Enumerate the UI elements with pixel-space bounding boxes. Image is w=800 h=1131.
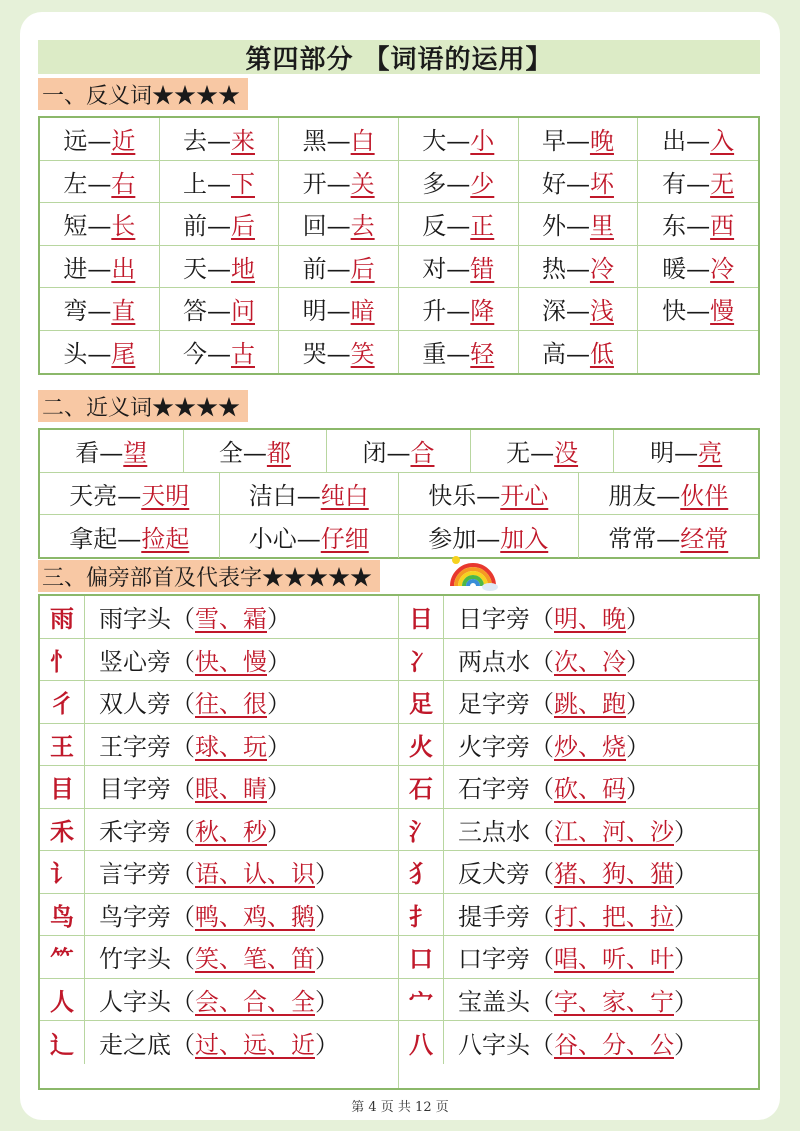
word-pair-cell: [160, 331, 280, 374]
radical-name: 竖心旁: [99, 647, 171, 676]
radical-row: [40, 724, 398, 767]
word-pair-cell: [399, 288, 519, 330]
word: 早—: [541, 127, 590, 156]
word: 黑—: [302, 127, 351, 156]
word-pair-cell: [399, 246, 519, 288]
word-pair-cell: [638, 288, 758, 330]
word: 今—: [182, 340, 231, 369]
word: 明—: [302, 297, 351, 326]
word-pair-cell: [40, 515, 220, 558]
radical-row: [399, 851, 758, 894]
radical-row: [399, 936, 758, 979]
word: 天—: [182, 254, 231, 283]
section-synonyms-heading: 二、近义词★★★★: [38, 390, 248, 422]
word-pair-cell: [40, 203, 160, 245]
radical-examples: （字、家、宁）: [530, 987, 698, 1016]
word-pair-cell: [399, 203, 519, 245]
radical-row: [40, 809, 398, 852]
radical-name: 提手旁: [458, 902, 530, 931]
radical-symbol: 扌: [399, 894, 444, 936]
example-characters: 字、家、宁: [554, 987, 674, 1016]
radical-symbol: 雨: [40, 596, 85, 638]
word-pair-cell: [40, 288, 160, 330]
word: 小心—: [248, 524, 321, 553]
word-pair-cell: [40, 246, 160, 288]
radical-name: 竹字头: [99, 945, 171, 974]
radical-symbol: 日: [399, 596, 444, 638]
answer-word: 西: [710, 212, 735, 241]
example-characters: 次、冷: [554, 647, 626, 676]
word-pair-cell: [220, 473, 400, 515]
answer-word: 小: [470, 127, 495, 156]
word-pair-cell: [160, 118, 280, 160]
answer-word: 右: [111, 169, 136, 198]
radical-name: 王字旁: [99, 732, 171, 761]
example-characters: 雪、霜: [195, 605, 267, 634]
answer-word: 少: [470, 169, 495, 198]
radical-name: 禾字旁: [99, 817, 171, 846]
radical-row: [399, 809, 758, 852]
word: 前—: [182, 212, 231, 241]
answer-word: 亮: [698, 439, 723, 468]
word-pair-cell: [279, 246, 399, 288]
word: 远—: [63, 127, 112, 156]
word-pair-cell: [40, 473, 220, 515]
word-pair-cell: [638, 118, 758, 160]
word-pair-cell: [40, 430, 184, 472]
answer-word: 开心: [500, 481, 549, 510]
radical-examples: （明、晚）: [530, 605, 650, 634]
rainbow-icon: [446, 552, 500, 592]
word-pair-cell: [40, 118, 160, 160]
page-title: 第四部分 【词语的运用】: [38, 40, 760, 74]
example-characters: 谷、分、公: [554, 1030, 674, 1059]
radical-row: [40, 766, 398, 809]
word: 看—: [75, 439, 124, 468]
radical-symbol: ⺮: [40, 936, 85, 978]
radical-examples: （球、玩）: [171, 732, 291, 761]
answer-word: 合: [410, 439, 435, 468]
example-characters: 炒、烧: [554, 732, 626, 761]
word: 无—: [506, 439, 555, 468]
word-pair-cell: [519, 331, 639, 374]
radical-name: 言字旁: [99, 860, 171, 889]
word: 左—: [63, 169, 112, 198]
word-pair-cell: [279, 161, 399, 203]
word: 头—: [63, 340, 112, 369]
radical-examples: （语、认、识）: [171, 860, 339, 889]
word: 重—: [422, 340, 471, 369]
answer-word: 错: [470, 254, 495, 283]
worksheet-page: [20, 12, 780, 1120]
radical-row: [40, 851, 398, 894]
section-antonyms-heading: 一、反义词★★★★: [38, 78, 248, 110]
radical-row: [40, 639, 398, 682]
radical-symbol: 禾: [40, 809, 85, 851]
radical-symbol: 忄: [40, 639, 85, 681]
word-pair-cell: [220, 515, 400, 558]
radical-symbol: 口: [399, 936, 444, 978]
word-pair-cell: [327, 430, 471, 472]
radical-row: [399, 894, 758, 937]
answer-word: 伙伴: [680, 481, 729, 510]
word: 拿起—: [69, 524, 142, 553]
synonym-row: [40, 515, 758, 558]
radical-row: [40, 979, 398, 1022]
radical-row: [399, 596, 758, 639]
answer-word: 直: [111, 297, 136, 326]
word-pair-cell: [638, 331, 758, 374]
answer-word: 经常: [680, 524, 729, 553]
radical-name: 日字旁: [458, 605, 530, 634]
word-pair-cell: [519, 118, 639, 160]
radical-name: 两点水: [458, 647, 530, 676]
word: 进—: [63, 254, 112, 283]
word: 深—: [541, 297, 590, 326]
radical-symbol: 彳: [40, 681, 85, 723]
answer-word: 天明: [141, 481, 190, 510]
word-pair-cell: [184, 430, 328, 472]
word-pair-cell: [579, 515, 759, 558]
answer-word: 晚: [589, 127, 614, 156]
example-characters: 明、晚: [554, 605, 626, 634]
antonym-row: [40, 246, 758, 289]
word-pair-cell: [638, 246, 758, 288]
radical-name: 目字旁: [99, 775, 171, 804]
radical-examples: （笑、笔、笛）: [171, 945, 339, 974]
radical-row: [399, 979, 758, 1022]
section-radicals-heading: 三、偏旁部首及代表字★★★★★: [38, 560, 380, 592]
answer-word: 冷: [589, 254, 614, 283]
word-pair-cell: [160, 246, 280, 288]
word: 哭—: [302, 340, 351, 369]
radical-symbol: 氵: [399, 809, 444, 851]
radical-row: [40, 894, 398, 937]
answer-word: 出: [111, 254, 136, 283]
answer-word: 问: [230, 297, 255, 326]
word: 反—: [422, 212, 471, 241]
word: 外—: [541, 212, 590, 241]
radical-row: [399, 639, 758, 682]
radical-column-left: [40, 596, 399, 1088]
radical-examples: （眼、睛）: [171, 775, 291, 804]
radical-examples: （快、慢）: [171, 647, 291, 676]
answer-word: 坏: [589, 169, 614, 198]
word-pair-cell: [519, 161, 639, 203]
word: 短—: [63, 212, 112, 241]
answer-word: 后: [350, 254, 375, 283]
example-characters: 眼、睛: [195, 775, 267, 804]
answer-word: 浅: [589, 297, 614, 326]
example-characters: 砍、码: [554, 775, 626, 804]
word: 东—: [662, 212, 711, 241]
word: 暖—: [662, 254, 711, 283]
example-characters: 快、慢: [195, 647, 267, 676]
answer-word: 仔细: [320, 524, 369, 553]
word: 对—: [422, 254, 471, 283]
answer-word: 捡起: [141, 524, 190, 553]
word-pair-cell: [519, 203, 639, 245]
radical-examples: （猪、狗、猫）: [530, 860, 698, 889]
word-pair-cell: [519, 288, 639, 330]
word: 大—: [422, 127, 471, 156]
example-characters: 语、认、识: [195, 860, 315, 889]
word: 开—: [302, 169, 351, 198]
word-pair-cell: [279, 331, 399, 374]
radical-row: [40, 596, 398, 639]
radical-name: 人字头: [99, 987, 171, 1016]
word: 前—: [302, 254, 351, 283]
radical-row: [399, 766, 758, 809]
radical-symbol: 八: [399, 1021, 444, 1064]
answer-word: 去: [350, 212, 375, 241]
radical-row: [399, 681, 758, 724]
radical-examples: （雪、霜）: [171, 605, 291, 634]
word: 快—: [662, 297, 711, 326]
word: 好—: [541, 169, 590, 198]
radical-examples: （谷、分、公）: [530, 1030, 698, 1059]
example-characters: 会、合、全: [195, 987, 315, 1016]
answer-word: 来: [230, 127, 255, 156]
answer-word: 地: [230, 254, 255, 283]
word: 参加—: [428, 524, 501, 553]
word-pair-cell: [471, 430, 615, 472]
word-pair-cell: [279, 203, 399, 245]
antonym-row: [40, 288, 758, 331]
answer-word: 加入: [500, 524, 549, 553]
radical-examples: （打、把、拉）: [530, 902, 698, 931]
radical-examples: （唱、听、叶）: [530, 945, 698, 974]
word: 闭—: [362, 439, 411, 468]
radical-examples: （过、远、近）: [171, 1030, 339, 1059]
word-pair-cell: [399, 473, 579, 515]
radical-symbol: 宀: [399, 979, 444, 1021]
example-characters: 过、远、近: [195, 1030, 315, 1059]
word: 热—: [541, 254, 590, 283]
example-characters: 猪、狗、猫: [554, 860, 674, 889]
answer-word: 关: [350, 169, 375, 198]
answer-word: 望: [123, 439, 148, 468]
radical-column-right: [399, 596, 758, 1088]
word-pair-cell: [519, 246, 639, 288]
word: 明—: [650, 439, 699, 468]
answer-word: 里: [589, 212, 614, 241]
radical-row: [40, 1021, 398, 1064]
radical-symbol: 犭: [399, 851, 444, 893]
answer-word: 没: [554, 439, 579, 468]
example-characters: 鸭、鸡、鹅: [195, 902, 315, 931]
answer-word: 无: [710, 169, 735, 198]
radical-name: 走之底: [99, 1030, 171, 1059]
answer-word: 入: [710, 127, 735, 156]
radical-name: 足字旁: [458, 690, 530, 719]
synonym-row: [40, 473, 758, 516]
word-pair-cell: [279, 288, 399, 330]
word: 常常—: [608, 524, 681, 553]
word: 上—: [182, 169, 231, 198]
antonym-row: [40, 203, 758, 246]
word-pair-cell: [399, 331, 519, 374]
word-pair-cell: [160, 288, 280, 330]
radical-table: [38, 594, 760, 1090]
radical-examples: （鸭、鸡、鹅）: [171, 902, 339, 931]
radical-examples: （往、很）: [171, 690, 291, 719]
word: 全—: [218, 439, 267, 468]
word-pair-cell: [399, 118, 519, 160]
radical-name: 鸟字旁: [99, 902, 171, 931]
answer-word: 长: [111, 212, 136, 241]
answer-word: 笑: [350, 340, 375, 369]
word: 朋友—: [608, 481, 681, 510]
radical-examples: （砍、码）: [530, 775, 650, 804]
word: 高—: [541, 340, 590, 369]
answer-word: 后: [230, 212, 255, 241]
radical-symbol: 王: [40, 724, 85, 766]
example-characters: 江、河、沙: [554, 817, 674, 846]
radical-symbol: 讠: [40, 851, 85, 893]
radical-row: [40, 936, 398, 979]
example-characters: 秋、秒: [195, 817, 267, 846]
radical-name: 三点水: [458, 817, 530, 846]
radical-name: 八字头: [458, 1030, 530, 1059]
answer-word: 低: [589, 340, 614, 369]
antonym-row: [40, 161, 758, 204]
answer-word: 尾: [111, 340, 136, 369]
word-pair-cell: [279, 118, 399, 160]
radical-symbol: 鸟: [40, 894, 85, 936]
radical-examples: （江、河、沙）: [530, 817, 698, 846]
radical-examples: （会、合、全）: [171, 987, 339, 1016]
radical-name: 反犬旁: [458, 860, 530, 889]
radical-examples: （次、冷）: [530, 647, 650, 676]
radical-name: 双人旁: [99, 690, 171, 719]
radical-row: [399, 724, 758, 767]
word-pair-cell: [160, 161, 280, 203]
page-footer: 第 4 页 共 12 页: [351, 1100, 449, 1115]
radical-examples: （跳、跑）: [530, 690, 650, 719]
radical-name: 石字旁: [458, 775, 530, 804]
word-pair-cell: [579, 473, 759, 515]
example-characters: 打、把、拉: [554, 902, 674, 931]
radical-symbol: 石: [399, 766, 444, 808]
radical-symbol: 足: [399, 681, 444, 723]
word-pair-cell: [614, 430, 758, 472]
example-characters: 笑、笔、笛: [195, 945, 315, 974]
answer-word: 纯白: [320, 481, 369, 510]
radical-symbol: 人: [40, 979, 85, 1021]
word-pair-cell: [160, 203, 280, 245]
example-characters: 跳、跑: [554, 690, 626, 719]
word-pair-cell: [40, 331, 160, 374]
radical-symbol: 目: [40, 766, 85, 808]
radical-name: 宝盖头: [458, 987, 530, 1016]
antonym-row: [40, 331, 758, 374]
word-pair-cell: [399, 161, 519, 203]
synonym-row: [40, 430, 758, 473]
example-characters: 往、很: [195, 690, 267, 719]
word: 去—: [182, 127, 231, 156]
radical-name: 雨字头: [99, 605, 171, 634]
answer-word: 正: [470, 212, 495, 241]
radical-symbol: 火: [399, 724, 444, 766]
word: 弯—: [63, 297, 112, 326]
word: 多—: [422, 169, 471, 198]
radical-examples: （秋、秒）: [171, 817, 291, 846]
answer-word: 冷: [710, 254, 735, 283]
word: 有—: [662, 169, 711, 198]
radical-name: 火字旁: [458, 732, 530, 761]
answer-word: 降: [470, 297, 495, 326]
radical-row: [399, 1021, 758, 1064]
example-characters: 唱、听、叶: [554, 945, 674, 974]
antonym-table: [38, 116, 760, 375]
example-characters: 球、玩: [195, 732, 267, 761]
synonym-table: [38, 428, 760, 559]
answer-word: 暗: [350, 297, 375, 326]
word: 出—: [662, 127, 711, 156]
word-pair-cell: [638, 161, 758, 203]
word: 洁白—: [248, 481, 321, 510]
radical-symbol: 辶: [40, 1021, 85, 1064]
radical-examples: （炒、烧）: [530, 732, 650, 761]
answer-word: 白: [350, 127, 375, 156]
answer-word: 下: [230, 169, 255, 198]
answer-word: 都: [266, 439, 291, 468]
answer-word: 轻: [470, 340, 495, 369]
answer-word: 慢: [710, 297, 735, 326]
radical-symbol: 冫: [399, 639, 444, 681]
radical-name: 口字旁: [458, 945, 530, 974]
answer-word: 近: [111, 127, 136, 156]
word: 快乐—: [428, 481, 501, 510]
antonym-row: [40, 118, 758, 161]
word: 天亮—: [69, 481, 142, 510]
answer-word: 古: [230, 340, 255, 369]
word: 升—: [422, 297, 471, 326]
radical-row: [40, 681, 398, 724]
word-pair-cell: [638, 203, 758, 245]
word-pair-cell: [40, 161, 160, 203]
word: 答—: [182, 297, 231, 326]
word: 回—: [302, 212, 351, 241]
